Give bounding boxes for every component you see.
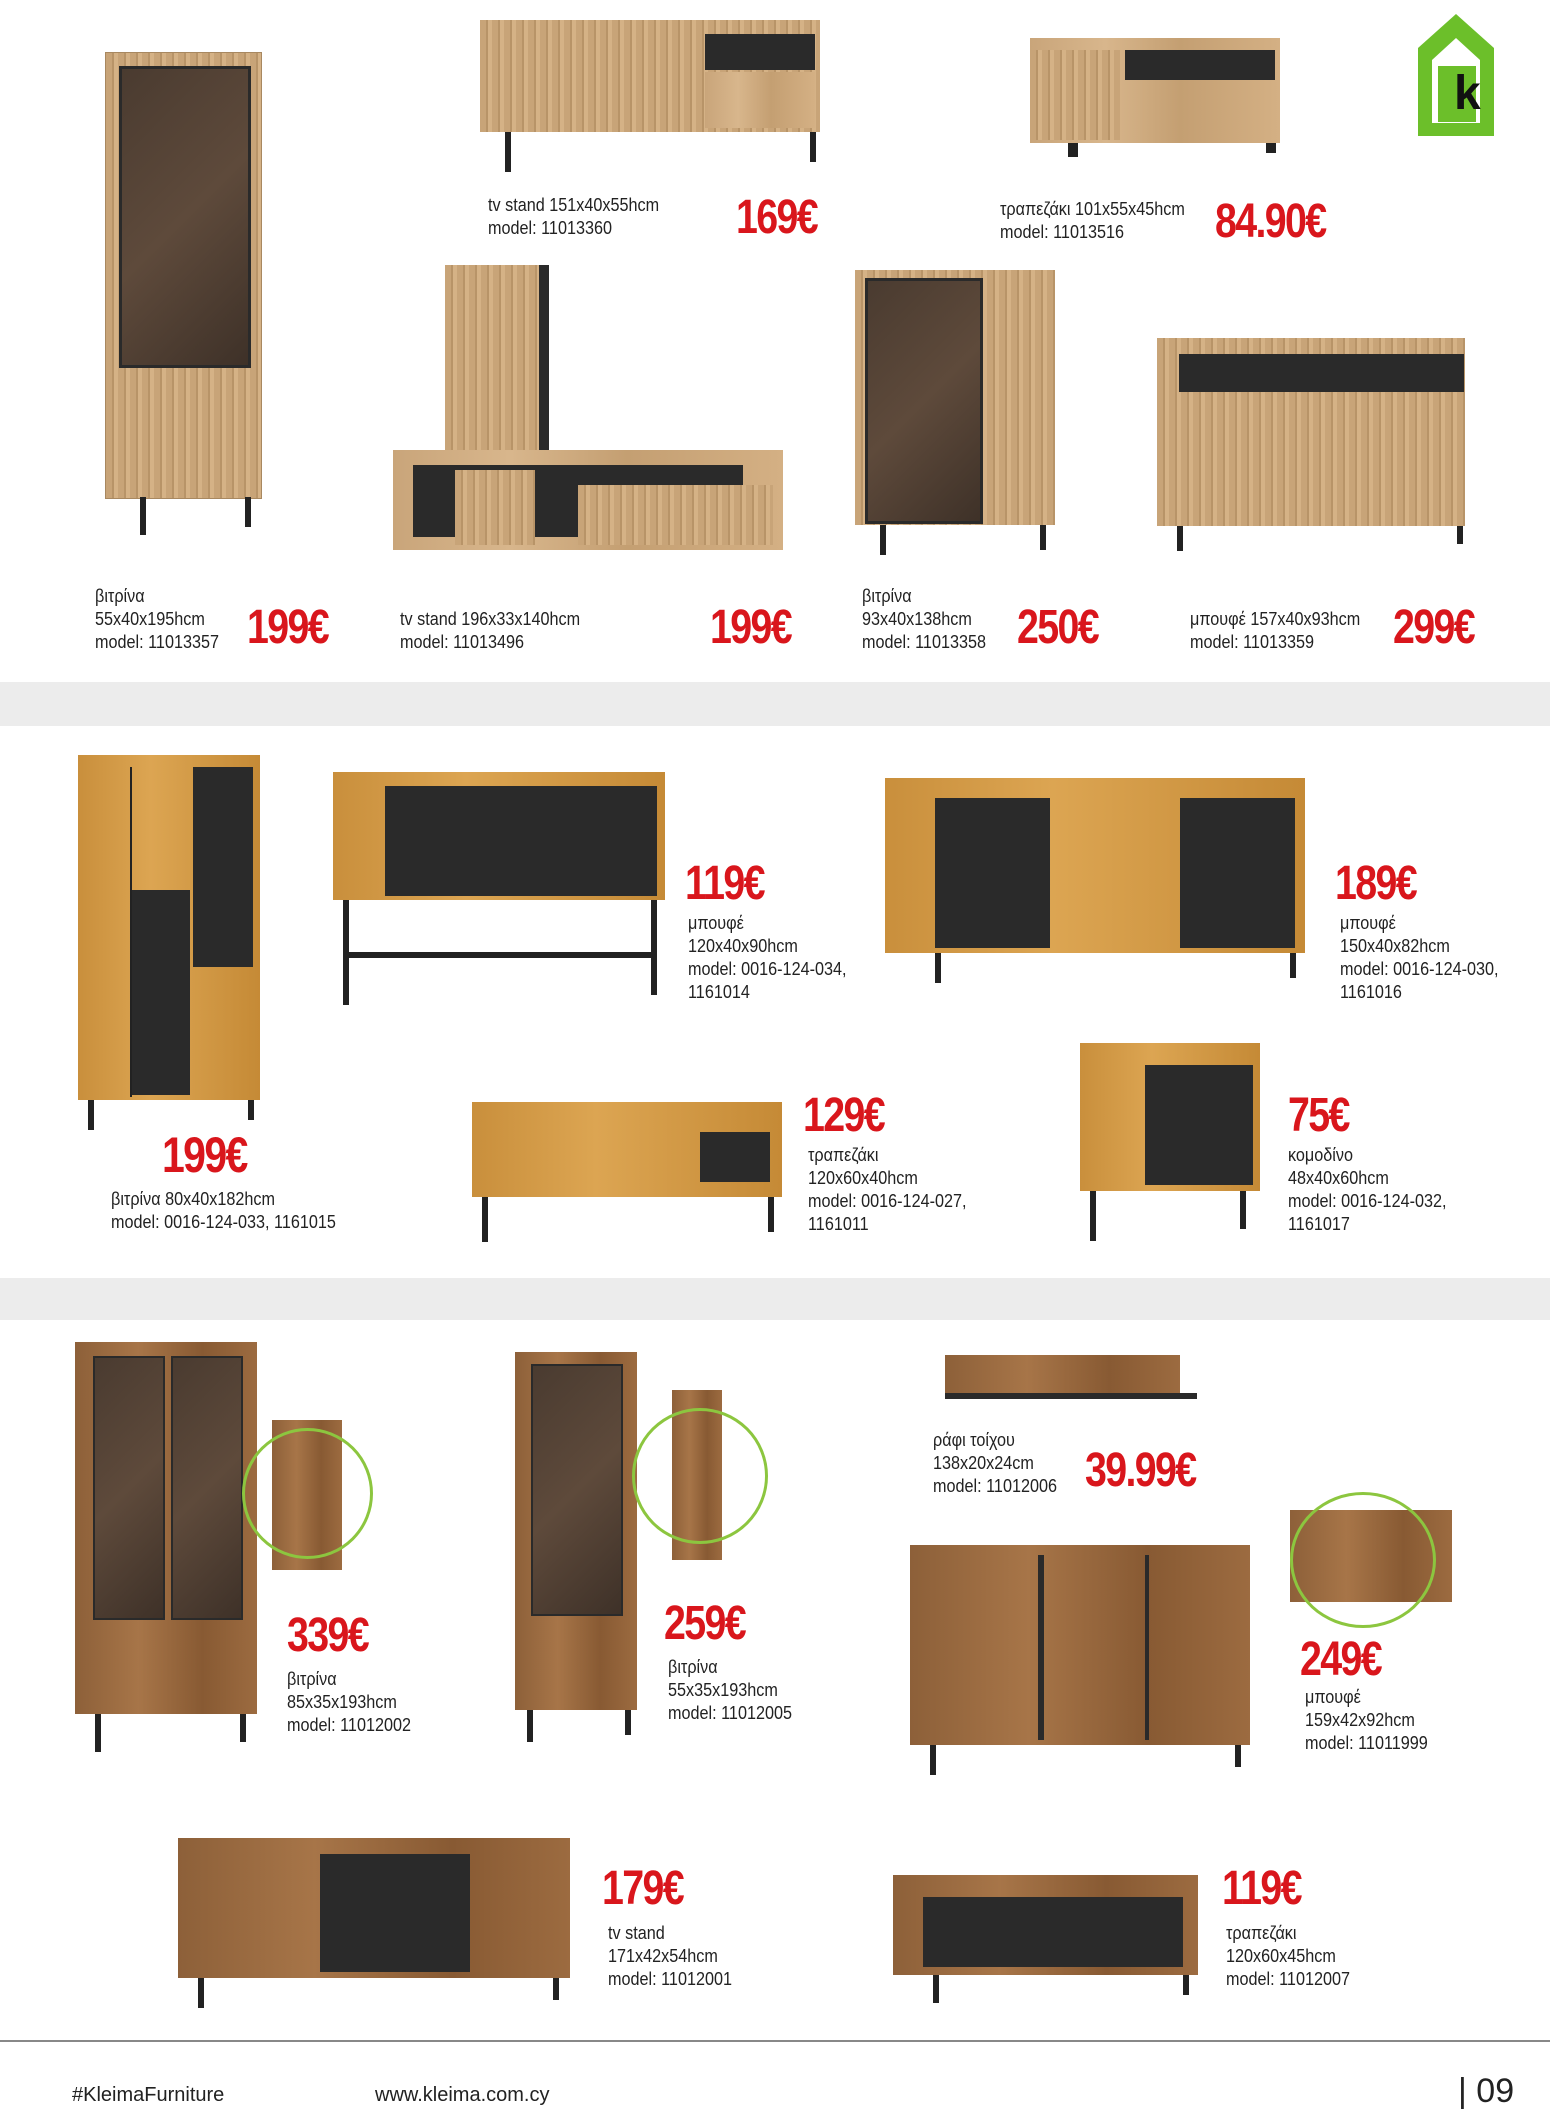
info-line: βιτρίνα 80x40x182hcm: [111, 1189, 275, 1209]
info-p1: [95, 585, 219, 654]
product-image-vitrine-11012005: [515, 1352, 637, 1744]
product-image-sideboard-0016-124-034: [333, 772, 665, 1007]
info-line: μπουφέ 157x40x93hcm: [1190, 609, 1361, 629]
info-line: 55x40x195hcm: [95, 609, 205, 629]
info-p4: [400, 608, 580, 654]
info-line: tv stand 151x40x55hcm: [488, 195, 660, 215]
info-line: 55x35x193hcm: [668, 1680, 778, 1700]
price-p3: 84.90€: [1215, 195, 1326, 248]
info-line: model: 0016-124-032,: [1288, 1191, 1447, 1211]
info-line: τραπεζάκι: [808, 1145, 879, 1165]
info-line: model: 11013496: [400, 632, 525, 652]
info-line: 93x40x138hcm: [862, 609, 972, 629]
kleima-logo: [1410, 8, 1502, 140]
info-p11: [1288, 1144, 1447, 1236]
info-line: 120x60x40hcm: [808, 1168, 918, 1188]
price-p4: 199€: [710, 601, 792, 654]
info-line: βιτρίνα: [668, 1657, 718, 1677]
info-line: model: 0016-124-034,: [688, 959, 847, 979]
info-line: 159x42x92hcm: [1305, 1710, 1415, 1730]
product-image-vitrine-0016-124-033: [78, 755, 260, 1130]
price-p13: 339€: [287, 1609, 369, 1662]
info-line: τραπεζάκι: [1226, 1923, 1297, 1943]
info-line: 120x40x90hcm: [688, 936, 798, 956]
product-image-tv-stand-11012001: [178, 1838, 570, 2010]
info-line: κομοδίνο: [1288, 1145, 1353, 1165]
info-line: τραπεζάκι 101x55x45hcm: [1000, 199, 1185, 219]
price-p7: 199€: [162, 1127, 247, 1183]
info-line: 48x40x60hcm: [1288, 1168, 1389, 1188]
info-line: 1161014: [688, 982, 750, 1002]
info-line: 1161016: [1340, 982, 1402, 1002]
info-p14: [668, 1656, 792, 1725]
info-line: model: 11013357: [95, 632, 220, 652]
price-p15: 249€: [1300, 1633, 1382, 1686]
product-image-tv-stand-11013496: [393, 265, 783, 565]
info-line: 1161017: [1288, 1214, 1350, 1234]
price-p5: 250€: [1017, 601, 1099, 654]
info-line: βιτρίνα: [95, 586, 145, 606]
info-line: model: 11013358: [862, 632, 987, 652]
info-line: model: 11012006: [933, 1476, 1058, 1496]
info-line: μπουφέ: [688, 913, 744, 933]
detail-highlight-circle: [632, 1408, 768, 1544]
info-line: model: 11012007: [1226, 1969, 1351, 1989]
info-p8: [688, 912, 847, 1004]
info-line: model: 11013516: [1000, 222, 1125, 242]
footer-website[interactable]: www.kleima.com.cy: [375, 2084, 550, 2106]
price-p6: 299€: [1393, 601, 1475, 654]
info-line: 171x42x54hcm: [608, 1946, 718, 1966]
price-p2: 169€: [736, 191, 818, 244]
product-image-vitrine-11013357: [105, 52, 260, 537]
price-p14: 259€: [664, 1597, 746, 1650]
price-p9: 189€: [1335, 857, 1417, 910]
page-number: | 09: [1458, 2072, 1515, 2110]
info-p3: [1000, 198, 1185, 244]
product-image-vitrine-11013358: [855, 270, 1055, 555]
price-p16: 179€: [602, 1862, 684, 1915]
info-p16: [608, 1922, 732, 1991]
info-p10: [808, 1144, 967, 1236]
info-p5: [862, 585, 986, 654]
info-p2: [488, 194, 659, 240]
info-line: model: 0016-124-033, 1161015: [111, 1212, 336, 1232]
footer-hashtag: #KleimaFurniture: [72, 2084, 225, 2106]
info-p13: [287, 1668, 411, 1737]
info-p7: [111, 1188, 336, 1234]
info-line: 120x60x45hcm: [1226, 1946, 1336, 1966]
info-line: model: 11013359: [1190, 632, 1315, 652]
product-image-nightstand-0016-124-032: [1080, 1043, 1260, 1243]
section-divider: [0, 1278, 1550, 1320]
info-line: model: 11012001: [608, 1969, 733, 1989]
info-line: tv stand 196x33x140hcm: [400, 609, 581, 629]
info-line: model: 11011999: [1305, 1733, 1428, 1753]
info-p12: [933, 1429, 1057, 1498]
info-line: 138x20x24cm: [933, 1453, 1034, 1473]
info-line: model: 11012005: [668, 1703, 793, 1723]
product-image-vitrine-11012002: [75, 1342, 257, 1754]
info-line: 85x35x193hcm: [287, 1692, 397, 1712]
price-p1: 199€: [247, 601, 329, 654]
info-line: 150x40x82hcm: [1340, 936, 1450, 956]
info-p9: [1340, 912, 1499, 1004]
info-line: βιτρίνα: [287, 1669, 337, 1689]
info-line: μπουφέ: [1305, 1687, 1361, 1707]
info-line: model: 0016-124-030,: [1340, 959, 1499, 979]
price-p11: 75€: [1288, 1089, 1349, 1142]
detail-highlight-circle: [1290, 1492, 1436, 1628]
info-p15: [1305, 1686, 1428, 1755]
product-image-tv-stand-11013360: [480, 20, 820, 170]
price-p12: 39.99€: [1085, 1444, 1196, 1497]
product-image-sideboard-11013359: [1157, 338, 1465, 553]
price-p10: 129€: [803, 1089, 885, 1142]
product-image-coffee-table-11012007: [893, 1875, 1198, 2005]
info-p6: [1190, 608, 1360, 654]
info-p17: [1226, 1922, 1350, 1991]
section-divider: [0, 682, 1550, 726]
footer-divider: [0, 2040, 1550, 2042]
info-line: model: 11013360: [488, 218, 613, 238]
price-p8: 119€: [685, 857, 764, 910]
product-image-sideboard-0016-124-030: [885, 778, 1305, 1008]
info-line: model: 11012002: [287, 1715, 412, 1735]
info-line: ράφι τοίχου: [933, 1430, 1015, 1450]
info-line: 1161011: [808, 1214, 869, 1234]
product-image-coffee-table-11013516: [1030, 38, 1280, 163]
info-line: μπουφέ: [1340, 913, 1396, 933]
product-image-coffee-table-0016-124-027: [472, 1102, 782, 1247]
price-p17: 119€: [1222, 1862, 1301, 1915]
product-image-sideboard-11011999: [910, 1545, 1250, 1777]
info-line: βιτρίνα: [862, 586, 912, 606]
logo-letter: k: [1454, 67, 1481, 120]
product-image-wall-shelf-11012006: [945, 1355, 1197, 1403]
detail-highlight-circle: [242, 1428, 373, 1559]
info-line: model: 0016-124-027,: [808, 1191, 967, 1211]
info-line: tv stand: [608, 1923, 665, 1943]
